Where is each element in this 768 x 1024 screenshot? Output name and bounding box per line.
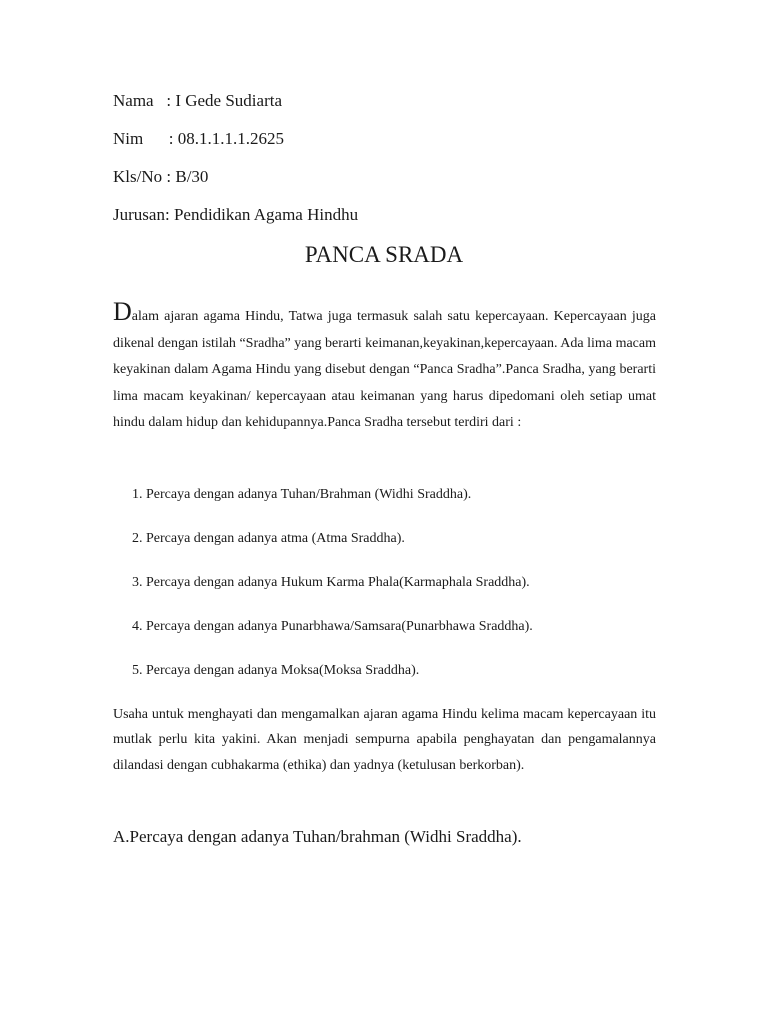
kls-value: B/30 [175, 167, 209, 186]
jurusan-separator: : [164, 205, 174, 224]
nama-label: Nama [113, 91, 154, 110]
intro-paragraph [113, 297, 656, 437]
nim-value: 08.1.1.1.1.2625 [177, 129, 284, 148]
intro-text: alam ajaran agama Hindu, Tatwa juga termasuk salah satu kepercayaan. Kepercayaan juga dikenal dengan istilah “Sradha” yang berarti keimanan,keyakinan,kepercayaan. Ada lima macam keyakinan dalam Agama Hindu yang disebut dengan “Panca Sradha”.Panca Sradha, yang berarti lima macam keyakinan/ kepercayaan atau keimanan yang harus dipedomani oleh setiap umat hindu dalam hidup dan kehidupannya.Panca Sradha tersebut terdiri dari : [113, 309, 656, 431]
jurusan-value: Pendidikan Agama Hindhu [173, 205, 359, 224]
nama-value: I Gede Sudiarta [175, 91, 283, 110]
jurusan-row [113, 204, 673, 242]
jurusan-label: Jurusan [113, 205, 165, 224]
kls-row [113, 166, 673, 204]
list-item: 3. Percaya dengan adanya Hukum Karma Phala(Karmaphala Sraddha). [132, 575, 530, 590]
list-item: 2. Percaya dengan adanya atma (Atma Sraddha). [132, 531, 405, 546]
student-info [113, 90, 673, 242]
nim-row [113, 128, 673, 166]
nim-label: Nim [113, 129, 144, 148]
list-item: 1. Percaya dengan adanya Tuhan/Brahman (Widhi Sraddha). [132, 487, 472, 502]
kls-separator: : [162, 167, 176, 186]
drop-cap: D [113, 297, 132, 326]
list-item: 4. Percaya dengan adanya Punarbhawa/Samsara(Punarbhawa Sraddha). [132, 619, 533, 634]
closing-paragraph: Usaha untuk menghayati dan mengamalkan ajaran agama Hindu kelima macam kepercayaan itu mutlak perlu kita yakini. Akan menjadi sempurna apabila penghayatan dan pengamalannya dilandasi dengan cubhakarma (ethika) dan yadnya (ketulusan berkorban). [113, 707, 656, 773]
section-heading: A.Percaya dengan adanya Tuhan/brahman (Widhi Sraddha). [113, 827, 522, 846]
document-title: PANCA SRADA [304, 242, 464, 267]
nama-row [113, 90, 673, 128]
kls-label: Kls/No [113, 167, 163, 186]
panca-sradha-list [132, 484, 652, 704]
list-item: 5. Percaya dengan adanya Moksa(Moksa Sraddha). [132, 663, 420, 678]
nim-separator: : [143, 129, 178, 148]
nama-separator: : [153, 91, 176, 110]
